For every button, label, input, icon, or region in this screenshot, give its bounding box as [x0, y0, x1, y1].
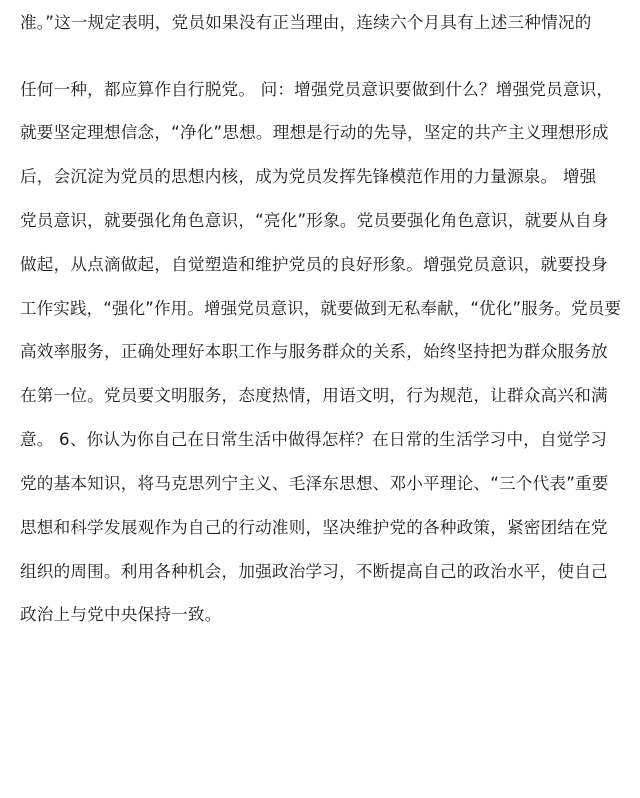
text-line-10: 意。 6、你认为你自己在日常生活中做得怎样？在日常的生活学习中，自觉学习: [20, 430, 608, 449]
text-line-8: 高效率服务，正确处理好本职工作与服务群众的关系，始终坚持把为群众服务放: [20, 342, 608, 361]
text-line-5: 党员意识，就要强化角色意识，“亮化”形象。党员要强化角色意识，就要从自身: [20, 211, 609, 230]
text-line-7: 工作实践，“强化”作用。增强党员意识，就要做到无私奉献，“优化”服务。党员要: [20, 299, 622, 318]
text-line-4: 后，会沉淀为党员的思想内核，成为党员发挥先锋模范作用的力量源泉。 增强: [20, 167, 597, 186]
text-line-6: 做起，从点滴做起，自觉塑造和维护党员的良好形象。增强党员意识，就要投身: [20, 255, 608, 274]
text-line-2: 任何一种，都应算作自行脱党。 问：增强党员意识要做到什么？增强党员意识，: [20, 80, 614, 99]
text-line-1: 准。”这一规定表明，党员如果没有正当理由，连续六个月具有上述三种情况的: [20, 13, 592, 32]
text-line-3: 就要坚定理想信念，“净化”思想。理想是行动的先导，坚定的共产主义理想形成: [20, 123, 609, 142]
text-line-11: 党的基本知识，将马克思列宁主义、毛泽东思想、邓小平理论、“三个代表”重要: [20, 474, 609, 493]
text-line-13: 组织的周围。利用各种机会，加强政治学习，不断提高自己的政治水平，使自己: [20, 562, 608, 581]
text-line-12: 思想和科学发展观作为自己的行动准则，坚决维护党的各种政策，紧密团结在党: [20, 518, 608, 537]
text-line-9: 在第一位。党员要文明服务，态度热情，用语文明，行为规范，让群众高兴和满: [20, 386, 608, 405]
text-line-14: 政治上与党中央保持一致。: [20, 605, 222, 624]
